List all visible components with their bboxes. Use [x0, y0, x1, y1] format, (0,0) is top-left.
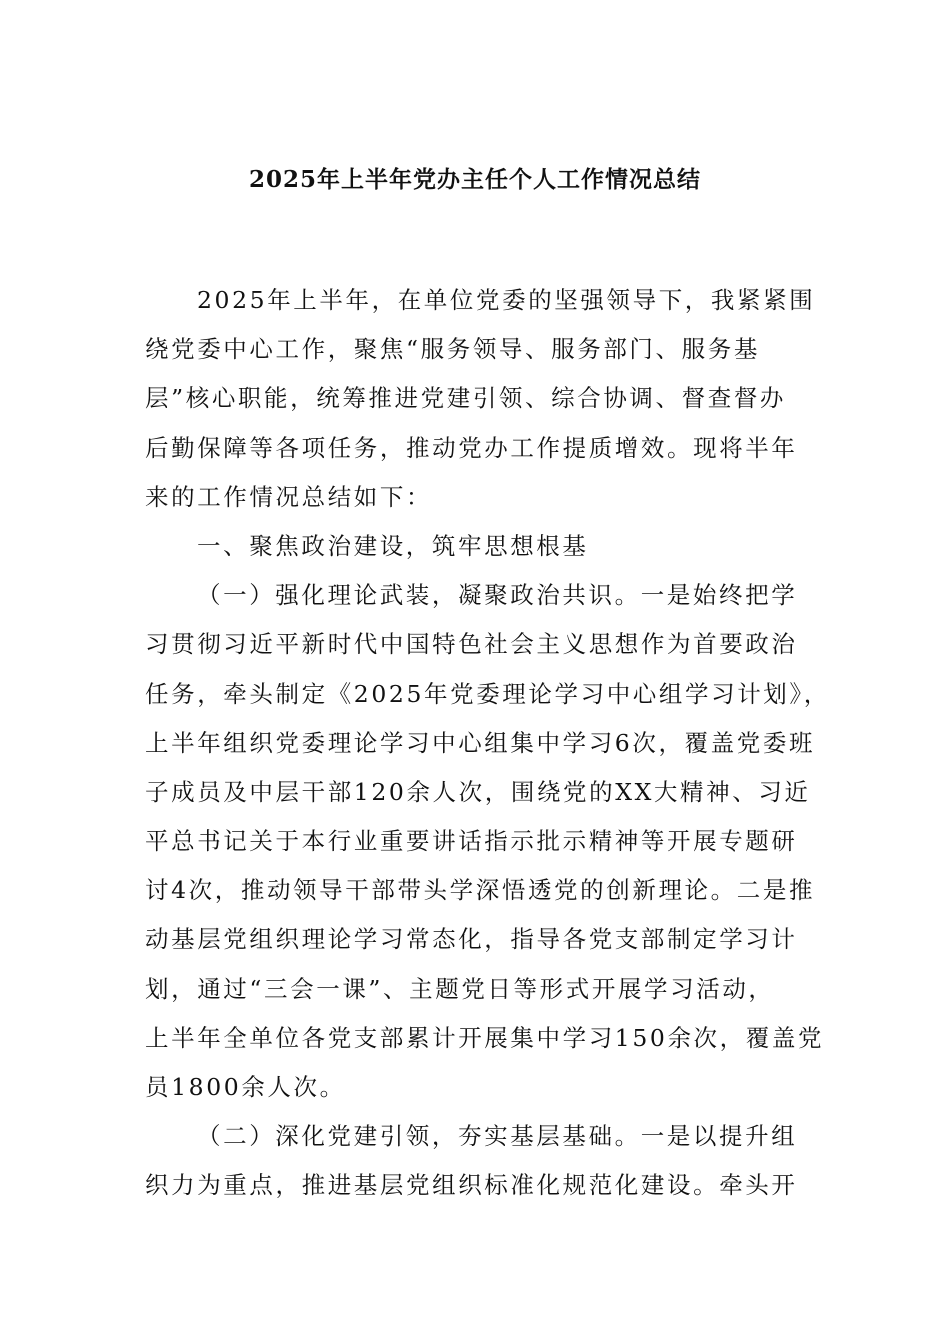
paragraph-line: 动基层党组织理论学习常态化，指导各党支部制定学习计	[145, 925, 798, 954]
subsection-paragraph-2	[145, 1112, 825, 1210]
section-heading-1	[145, 522, 825, 571]
paragraph-line: 后勤保障等各项任务，推动党办工作提质增效。现将半年	[145, 433, 798, 462]
paragraph-line: 划，通过“三会一课”、主题党日等形式开展学习活动，	[145, 974, 775, 1003]
paragraph-line: 来的工作情况总结如下：	[145, 482, 433, 511]
intro-paragraph	[145, 276, 825, 522]
paragraph-line: 任务，牵头制定《2025年党委理论学习中心组学习计划》，	[145, 679, 830, 708]
document-body	[145, 276, 830, 1211]
paragraph-line: 层”核心职能，统筹推进党建引领、综合协调、督查督办	[145, 384, 787, 413]
document-title: 2025年上半年党办主任个人工作情况总结	[248, 166, 701, 193]
heading-line: 一、聚焦政治建设，筑牢思想根基	[197, 531, 589, 560]
paragraph-line: （二）深化党建引领，夯实基层基础。一是以提升组	[197, 1122, 798, 1151]
paragraph-line: 员1800余人次。	[145, 1073, 346, 1101]
paragraph-line: 上半年全单位各党支部累计开展集中学习150余次，覆盖党	[145, 1023, 825, 1052]
paragraph-line: 织力为重点，推进基层党组织标准化规范化建设。牵头开	[145, 1171, 798, 1200]
paragraph-line: 上半年组织党委理论学习中心组集中学习6次，覆盖党委班	[145, 728, 816, 757]
paragraph-line: 讨4次，推动领导干部带头学深悟透党的创新理论。二是推	[145, 876, 816, 905]
paragraph-line: （一）强化理论武装，凝聚政治共识。一是始终把学	[197, 581, 798, 610]
paragraph-line: 子成员及中层干部120余人次，围绕党的XX大精神、习近	[145, 777, 811, 806]
paragraph-line: 绕党委中心工作，聚焦“服务领导、服务部门、服务基	[145, 335, 760, 364]
paragraph-line: 2025年上半年，在单位党委的坚强领导下，我紧紧围	[197, 286, 816, 314]
subsection-paragraph-1	[145, 571, 830, 1112]
paragraph-line: 习贯彻习近平新时代中国特色社会主义思想作为首要政治	[145, 630, 798, 659]
paragraph-line: 平总书记关于本行业重要讲话指示批示精神等开展专题研	[145, 827, 798, 856]
